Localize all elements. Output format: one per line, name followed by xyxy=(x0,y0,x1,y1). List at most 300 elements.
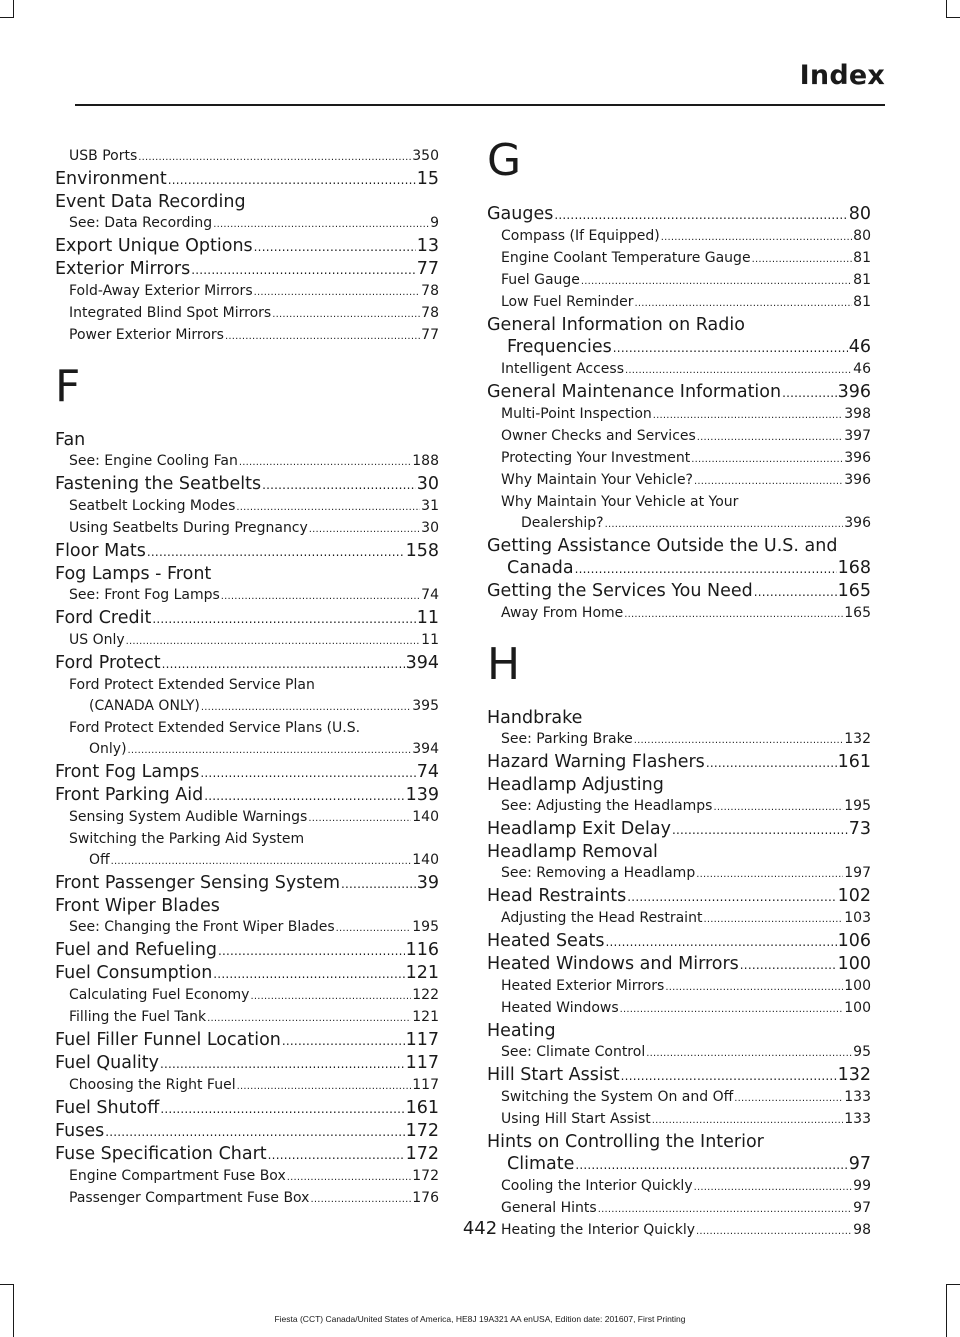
page-reference: 397 xyxy=(844,428,871,444)
leader-dots xyxy=(287,1166,412,1188)
entry-text: Frequencies xyxy=(507,337,612,357)
entry-text: Climate xyxy=(507,1154,575,1174)
entry-text: Ford Protect xyxy=(55,653,161,673)
leader-dots xyxy=(575,1153,847,1176)
page-reference: 103 xyxy=(844,910,871,926)
entry-text: USB Ports xyxy=(69,148,138,164)
index-entry[interactable] xyxy=(487,1064,871,1087)
index-heading: Event Data Recording xyxy=(55,192,246,212)
entry-text: Cooling the Interior Quickly xyxy=(501,1178,693,1194)
page-reference: 396 xyxy=(844,450,871,466)
crop-mark-top-left-v xyxy=(13,0,14,18)
leader-dots xyxy=(160,1052,405,1075)
leader-dots xyxy=(128,739,412,761)
leader-dots xyxy=(694,1176,853,1198)
index-entry[interactable] xyxy=(487,381,871,404)
page-reference: 132 xyxy=(837,1065,871,1085)
entry-text: Exterior Mirrors xyxy=(55,259,191,279)
page-reference: 395 xyxy=(412,698,439,714)
entry-text: Power Exterior Mirrors xyxy=(69,327,224,343)
leader-dots xyxy=(575,557,837,580)
index-entry[interactable] xyxy=(55,652,439,675)
index-entry[interactable] xyxy=(487,557,871,580)
page-reference: 398 xyxy=(844,406,871,422)
leader-dots xyxy=(598,1198,852,1220)
leader-dots xyxy=(621,1064,837,1087)
leader-dots xyxy=(554,203,847,226)
footer-edition-note: Fiesta (CCT) Canada/United States of America, HE8J 19A321 AA enUSA, Edition date: 201607, First Printing xyxy=(274,1314,686,1324)
leader-dots xyxy=(254,281,421,303)
page-reference: 172 xyxy=(412,1168,439,1184)
page-reference: 81 xyxy=(853,272,871,288)
entry-text: Using Hill Start Assist xyxy=(501,1111,651,1127)
index-subentry[interactable] xyxy=(55,518,439,540)
leader-dots xyxy=(138,146,411,168)
crop-mark-bottom-left-v xyxy=(13,1284,14,1337)
page-reference: 165 xyxy=(837,581,871,601)
leader-dots xyxy=(661,226,852,248)
leader-dots xyxy=(236,496,420,518)
page-reference: 11 xyxy=(421,632,439,648)
page-reference: 161 xyxy=(405,1098,439,1118)
leader-dots xyxy=(734,1087,843,1109)
index-subentry[interactable] xyxy=(487,404,871,426)
page-reference: 133 xyxy=(844,1089,871,1105)
page-reference: 116 xyxy=(405,940,439,960)
index-subentry: Ford Protect Extended Service Plan xyxy=(69,677,315,693)
index-entry[interactable] xyxy=(55,1143,439,1166)
leader-dots xyxy=(652,1109,843,1131)
entry-text: Hill Start Assist xyxy=(487,1065,620,1085)
index-subentry[interactable] xyxy=(487,359,871,381)
entry-text: See: Climate Control xyxy=(501,1044,646,1060)
leader-dots xyxy=(160,1097,404,1120)
entry-text: Fuses xyxy=(55,1121,105,1141)
index-heading: Handbrake xyxy=(487,708,583,728)
index-subentry[interactable] xyxy=(55,985,439,1007)
leader-dots xyxy=(239,451,411,473)
leader-dots xyxy=(646,1042,852,1064)
leader-dots xyxy=(111,850,412,872)
index-subentry[interactable] xyxy=(487,603,871,625)
entry-text: See: Adjusting the Headlamps xyxy=(501,798,713,814)
leader-dots xyxy=(282,1029,405,1052)
page-reference: 176 xyxy=(412,1190,439,1206)
index-entry[interactable] xyxy=(55,168,439,191)
page-reference: 81 xyxy=(853,294,871,310)
page-reference: 158 xyxy=(405,541,439,561)
index-subentry[interactable] xyxy=(487,226,871,248)
entry-text: Using Seatbelts During Pregnancy xyxy=(69,520,308,536)
index-heading: Heating xyxy=(487,1021,556,1041)
index-entry[interactable] xyxy=(487,818,871,841)
leader-dots xyxy=(254,235,416,258)
page-reference: 30 xyxy=(421,520,439,536)
entry-text: Fuel Consumption xyxy=(55,963,213,983)
index-letter-heading: G xyxy=(487,135,522,186)
entry-text: See: Front Fog Lamps xyxy=(69,587,220,603)
page-reference: 197 xyxy=(844,865,871,881)
index-entry[interactable] xyxy=(487,885,871,908)
page-reference: 77 xyxy=(421,327,439,343)
index-entry[interactable] xyxy=(55,1029,439,1052)
index-heading: General Information on Radio xyxy=(487,315,745,335)
entry-text: Compass (If Equipped) xyxy=(501,228,660,244)
leader-dots xyxy=(613,336,848,359)
index-entry[interactable] xyxy=(487,751,871,774)
entry-text: Switching the System On and Off xyxy=(501,1089,734,1105)
header-rule xyxy=(75,104,885,106)
index-column-left xyxy=(55,146,439,1210)
index-subentry[interactable] xyxy=(55,451,439,473)
index-letter-heading: F xyxy=(55,361,81,412)
page-reference: 74 xyxy=(416,762,439,782)
entry-text: Getting the Services You Need xyxy=(487,581,753,601)
leader-dots xyxy=(213,213,429,235)
page-reference: 394 xyxy=(405,653,439,673)
entry-text: Choosing the Right Fuel xyxy=(69,1077,236,1093)
entry-text: Heating the Interior Quickly xyxy=(501,1222,696,1238)
leader-dots xyxy=(740,953,837,976)
leader-dots xyxy=(310,1188,411,1210)
index-subentry[interactable] xyxy=(55,850,439,872)
page-reference: 78 xyxy=(421,305,439,321)
index-subentry[interactable] xyxy=(55,281,439,303)
entry-text: See: Engine Cooling Fan xyxy=(69,453,238,469)
page-reference: 117 xyxy=(405,1053,439,1073)
crop-mark-top-right-h xyxy=(946,17,960,18)
page-reference: 78 xyxy=(421,283,439,299)
index-subentry[interactable] xyxy=(487,426,871,448)
entry-text: Fold-Away Exterior Mirrors xyxy=(69,283,253,299)
index-entry[interactable] xyxy=(487,930,871,953)
page-reference: 106 xyxy=(837,931,871,951)
index-subentry: Ford Protect Extended Service Plans (U.S. xyxy=(69,720,361,736)
page-reference: 350 xyxy=(412,148,439,164)
index-entry[interactable] xyxy=(487,203,871,226)
entry-text: Protecting Your Investment xyxy=(501,450,691,466)
index-subentry[interactable] xyxy=(55,146,439,168)
index-subentry[interactable] xyxy=(487,1109,871,1131)
index-column-right xyxy=(487,137,871,1242)
page-reference: 100 xyxy=(844,978,871,994)
page-reference: 81 xyxy=(853,250,871,266)
entry-text: Why Maintain Your Vehicle? xyxy=(501,472,693,488)
crop-mark-top-right-v xyxy=(946,0,947,18)
leader-dots xyxy=(625,359,852,381)
crop-mark-bottom-right-v xyxy=(946,1284,947,1337)
leader-dots xyxy=(703,908,843,930)
page-reference: 80 xyxy=(853,228,871,244)
entry-text: Heated Exterior Mirrors xyxy=(501,978,665,994)
page-number: 442 xyxy=(462,1218,498,1239)
leader-dots xyxy=(635,292,853,314)
leader-dots xyxy=(147,540,405,563)
entry-text: Calculating Fuel Economy xyxy=(69,987,250,1003)
entry-text: See: Removing a Headlamp xyxy=(501,865,696,881)
page-reference: 46 xyxy=(848,337,871,357)
page-reference: 74 xyxy=(421,587,439,603)
index-entry[interactable] xyxy=(55,540,439,563)
entry-text: Intelligent Access xyxy=(501,361,625,377)
index-subentry[interactable] xyxy=(487,248,871,270)
entry-text: Fuel Shutoff xyxy=(55,1098,160,1118)
entry-text: Engine Compartment Fuse Box xyxy=(69,1168,286,1184)
page-reference: 168 xyxy=(837,558,871,578)
entry-text: Integrated Blind Spot Mirrors xyxy=(69,305,272,321)
page-reference: 394 xyxy=(412,741,439,757)
index-heading: Headlamp Adjusting xyxy=(487,775,664,795)
index-subentry[interactable] xyxy=(487,448,871,470)
entry-text: Owner Checks and Services xyxy=(501,428,696,444)
page-reference: 9 xyxy=(430,215,439,231)
leader-dots xyxy=(152,607,415,630)
entry-text: Fuel Gauge xyxy=(501,272,580,288)
crop-mark-top-left-h xyxy=(0,17,14,18)
index-entry[interactable] xyxy=(55,962,439,985)
leader-dots xyxy=(697,426,843,448)
entry-text: Adjusting the Head Restraint xyxy=(501,910,703,926)
entry-text: General Hints xyxy=(501,1200,597,1216)
entry-text: Headlamp Exit Delay xyxy=(487,819,671,839)
entry-text: Multi-Point Inspection xyxy=(501,406,652,422)
entry-text: Away From Home xyxy=(501,605,624,621)
leader-dots xyxy=(694,470,843,492)
page-reference: 165 xyxy=(844,605,871,621)
leader-dots xyxy=(752,248,853,270)
page-reference: 77 xyxy=(416,259,439,279)
index-subentry: Switching the Parking Aid System xyxy=(69,831,305,847)
entry-text: Gauges xyxy=(487,204,554,224)
page-reference: 117 xyxy=(405,1030,439,1050)
index-subentry[interactable] xyxy=(487,292,871,314)
index-subentry[interactable] xyxy=(55,1007,439,1029)
leader-dots xyxy=(237,1075,412,1097)
leader-dots xyxy=(605,513,844,535)
leader-dots xyxy=(782,381,837,404)
entry-text: Canada xyxy=(507,558,574,578)
page-reference: 99 xyxy=(853,1178,871,1194)
index-subentry[interactable] xyxy=(55,325,439,347)
entry-text: Off xyxy=(89,852,110,868)
page-reference: 31 xyxy=(421,498,439,514)
index-subentry[interactable] xyxy=(487,270,871,292)
entry-text: Front Passenger Sensing System xyxy=(55,873,341,893)
index-subentry[interactable] xyxy=(55,917,439,939)
page-reference: 188 xyxy=(412,453,439,469)
entry-text: Heated Windows xyxy=(501,1000,619,1016)
entry-text: Fuel Quality xyxy=(55,1053,159,1073)
leader-dots xyxy=(308,807,411,829)
entry-text: Front Parking Aid xyxy=(55,785,204,805)
entry-text: Passenger Compartment Fuse Box xyxy=(69,1190,310,1206)
index-subentry[interactable] xyxy=(487,998,871,1020)
leader-dots xyxy=(309,518,420,540)
index-subentry[interactable] xyxy=(55,585,439,607)
leader-dots xyxy=(706,751,837,774)
leader-dots xyxy=(691,448,843,470)
leader-dots xyxy=(162,652,405,675)
index-entry[interactable] xyxy=(55,939,439,962)
index-heading: Hints on Controlling the Interior xyxy=(487,1132,764,1152)
index-subentry[interactable] xyxy=(55,496,439,518)
entry-text: See: Changing the Front Wiper Blades xyxy=(69,919,335,935)
entry-text: Filling the Fuel Tank xyxy=(69,1009,207,1025)
page-reference: 172 xyxy=(405,1144,439,1164)
index-heading: Fan xyxy=(55,430,86,450)
page-reference: 97 xyxy=(853,1200,871,1216)
entry-text: Ford Credit xyxy=(55,608,152,628)
leader-dots xyxy=(272,303,420,325)
page-reference: 195 xyxy=(844,798,871,814)
entry-text: Fuel and Refueling xyxy=(55,940,217,960)
leader-dots xyxy=(581,270,852,292)
leader-dots xyxy=(191,258,415,281)
page-reference: 46 xyxy=(853,361,871,377)
leader-dots xyxy=(634,729,843,751)
leader-dots xyxy=(336,917,412,939)
index-subentry[interactable] xyxy=(487,908,871,930)
leader-dots xyxy=(213,962,404,985)
index-entry[interactable] xyxy=(487,1153,871,1176)
page-reference: 122 xyxy=(412,987,439,1003)
index-subentry[interactable] xyxy=(55,213,439,235)
index-heading: Getting Assistance Outside the U.S. and xyxy=(487,536,838,556)
index-subentry[interactable] xyxy=(487,796,871,818)
page-reference: 396 xyxy=(837,382,871,402)
entry-text: Environment xyxy=(55,169,167,189)
leader-dots xyxy=(341,872,416,895)
leader-dots xyxy=(606,930,837,953)
leader-dots xyxy=(168,168,416,191)
index-subentry[interactable] xyxy=(487,1087,871,1109)
crop-mark-bottom-right-h xyxy=(946,1284,960,1285)
page-reference: 80 xyxy=(848,204,871,224)
index-subentry[interactable] xyxy=(55,1188,439,1210)
index-entry[interactable] xyxy=(55,235,439,258)
entry-text: Only) xyxy=(89,741,127,757)
entry-text: See: Data Recording xyxy=(69,215,213,231)
page-reference: 396 xyxy=(844,472,871,488)
index-entry[interactable] xyxy=(55,784,439,807)
page-reference: 100 xyxy=(844,1000,871,1016)
index-subentry[interactable] xyxy=(55,807,439,829)
index-entry[interactable] xyxy=(487,336,871,359)
index-subentry[interactable] xyxy=(487,1198,871,1220)
leader-dots xyxy=(624,603,843,625)
index-subentry[interactable] xyxy=(55,696,439,718)
index-letter-heading: H xyxy=(487,639,521,690)
page-reference: 73 xyxy=(848,819,871,839)
page-reference: 39 xyxy=(416,873,439,893)
index-entry[interactable] xyxy=(55,473,439,496)
entry-text: Hazard Warning Flashers xyxy=(487,752,705,772)
index-subentry[interactable] xyxy=(55,1166,439,1188)
index-heading: Fog Lamps - Front xyxy=(55,564,212,584)
entry-text: US Only xyxy=(69,632,125,648)
leader-dots xyxy=(754,580,837,603)
leader-dots xyxy=(620,998,844,1020)
leader-dots xyxy=(218,939,405,962)
index-entry[interactable] xyxy=(55,1097,439,1120)
page-reference: 133 xyxy=(844,1111,871,1127)
page-reference: 102 xyxy=(837,886,871,906)
page-reference: 100 xyxy=(837,954,871,974)
page-reference: 15 xyxy=(416,169,439,189)
leader-dots xyxy=(204,784,404,807)
leader-dots xyxy=(126,630,421,652)
entry-text: (CANADA ONLY) xyxy=(89,698,200,714)
page-reference: 161 xyxy=(837,752,871,772)
page-reference: 140 xyxy=(412,809,439,825)
index-subentry[interactable] xyxy=(487,729,871,751)
index-subentry[interactable] xyxy=(487,863,871,885)
leader-dots xyxy=(201,696,411,718)
page-reference: 195 xyxy=(412,919,439,935)
index-entry[interactable] xyxy=(55,258,439,281)
index-entry[interactable] xyxy=(55,1120,439,1143)
entry-text: Sensing System Audible Warnings xyxy=(69,809,308,825)
page-reference: 30 xyxy=(416,474,439,494)
index-subentry[interactable] xyxy=(55,1075,439,1097)
page-reference: 13 xyxy=(416,236,439,256)
index-subentry[interactable] xyxy=(55,739,439,761)
leader-dots xyxy=(105,1120,404,1143)
leader-dots xyxy=(627,885,836,908)
index-subentry[interactable] xyxy=(487,1176,871,1198)
entry-text: General Maintenance Information xyxy=(487,382,782,402)
leader-dots xyxy=(713,796,843,818)
index-subentry[interactable] xyxy=(55,303,439,325)
entry-text: Dealership? xyxy=(521,515,604,531)
entry-text: Heated Seats xyxy=(487,931,605,951)
index-entry[interactable] xyxy=(55,761,439,784)
index-entry[interactable] xyxy=(55,607,439,630)
index-entry[interactable] xyxy=(487,953,871,976)
index-subentry[interactable] xyxy=(55,630,439,652)
index-subentry[interactable] xyxy=(487,513,871,535)
page-reference: 121 xyxy=(412,1009,439,1025)
index-subentry[interactable] xyxy=(487,976,871,998)
index-entry[interactable] xyxy=(55,1052,439,1075)
leader-dots xyxy=(268,1143,405,1166)
leader-dots xyxy=(200,761,415,784)
index-heading: Front Wiper Blades xyxy=(55,896,220,916)
entry-text: Heated Windows and Mirrors xyxy=(487,954,739,974)
leader-dots xyxy=(665,976,843,998)
index-subentry: Why Maintain Your Vehicle at Your xyxy=(501,494,739,510)
entry-text: Seatbelt Locking Modes xyxy=(69,498,236,514)
page-reference: 11 xyxy=(416,608,439,628)
leader-dots xyxy=(696,863,843,885)
page-reference: 97 xyxy=(848,1154,871,1174)
index-entry[interactable] xyxy=(55,872,439,895)
leader-dots xyxy=(207,1007,411,1029)
index-entry[interactable] xyxy=(487,580,871,603)
page-reference: 139 xyxy=(405,785,439,805)
entry-text: Export Unique Options xyxy=(55,236,253,256)
page-reference: 140 xyxy=(412,852,439,868)
leader-dots xyxy=(672,818,848,841)
page-reference: 121 xyxy=(405,963,439,983)
entry-text: Front Fog Lamps xyxy=(55,762,200,782)
index-subentry[interactable] xyxy=(487,1042,871,1064)
entry-text: Fuse Specification Chart xyxy=(55,1144,267,1164)
index-heading: Headlamp Removal xyxy=(487,842,658,862)
leader-dots xyxy=(250,985,411,1007)
leader-dots xyxy=(225,325,420,347)
index-subentry[interactable] xyxy=(487,470,871,492)
